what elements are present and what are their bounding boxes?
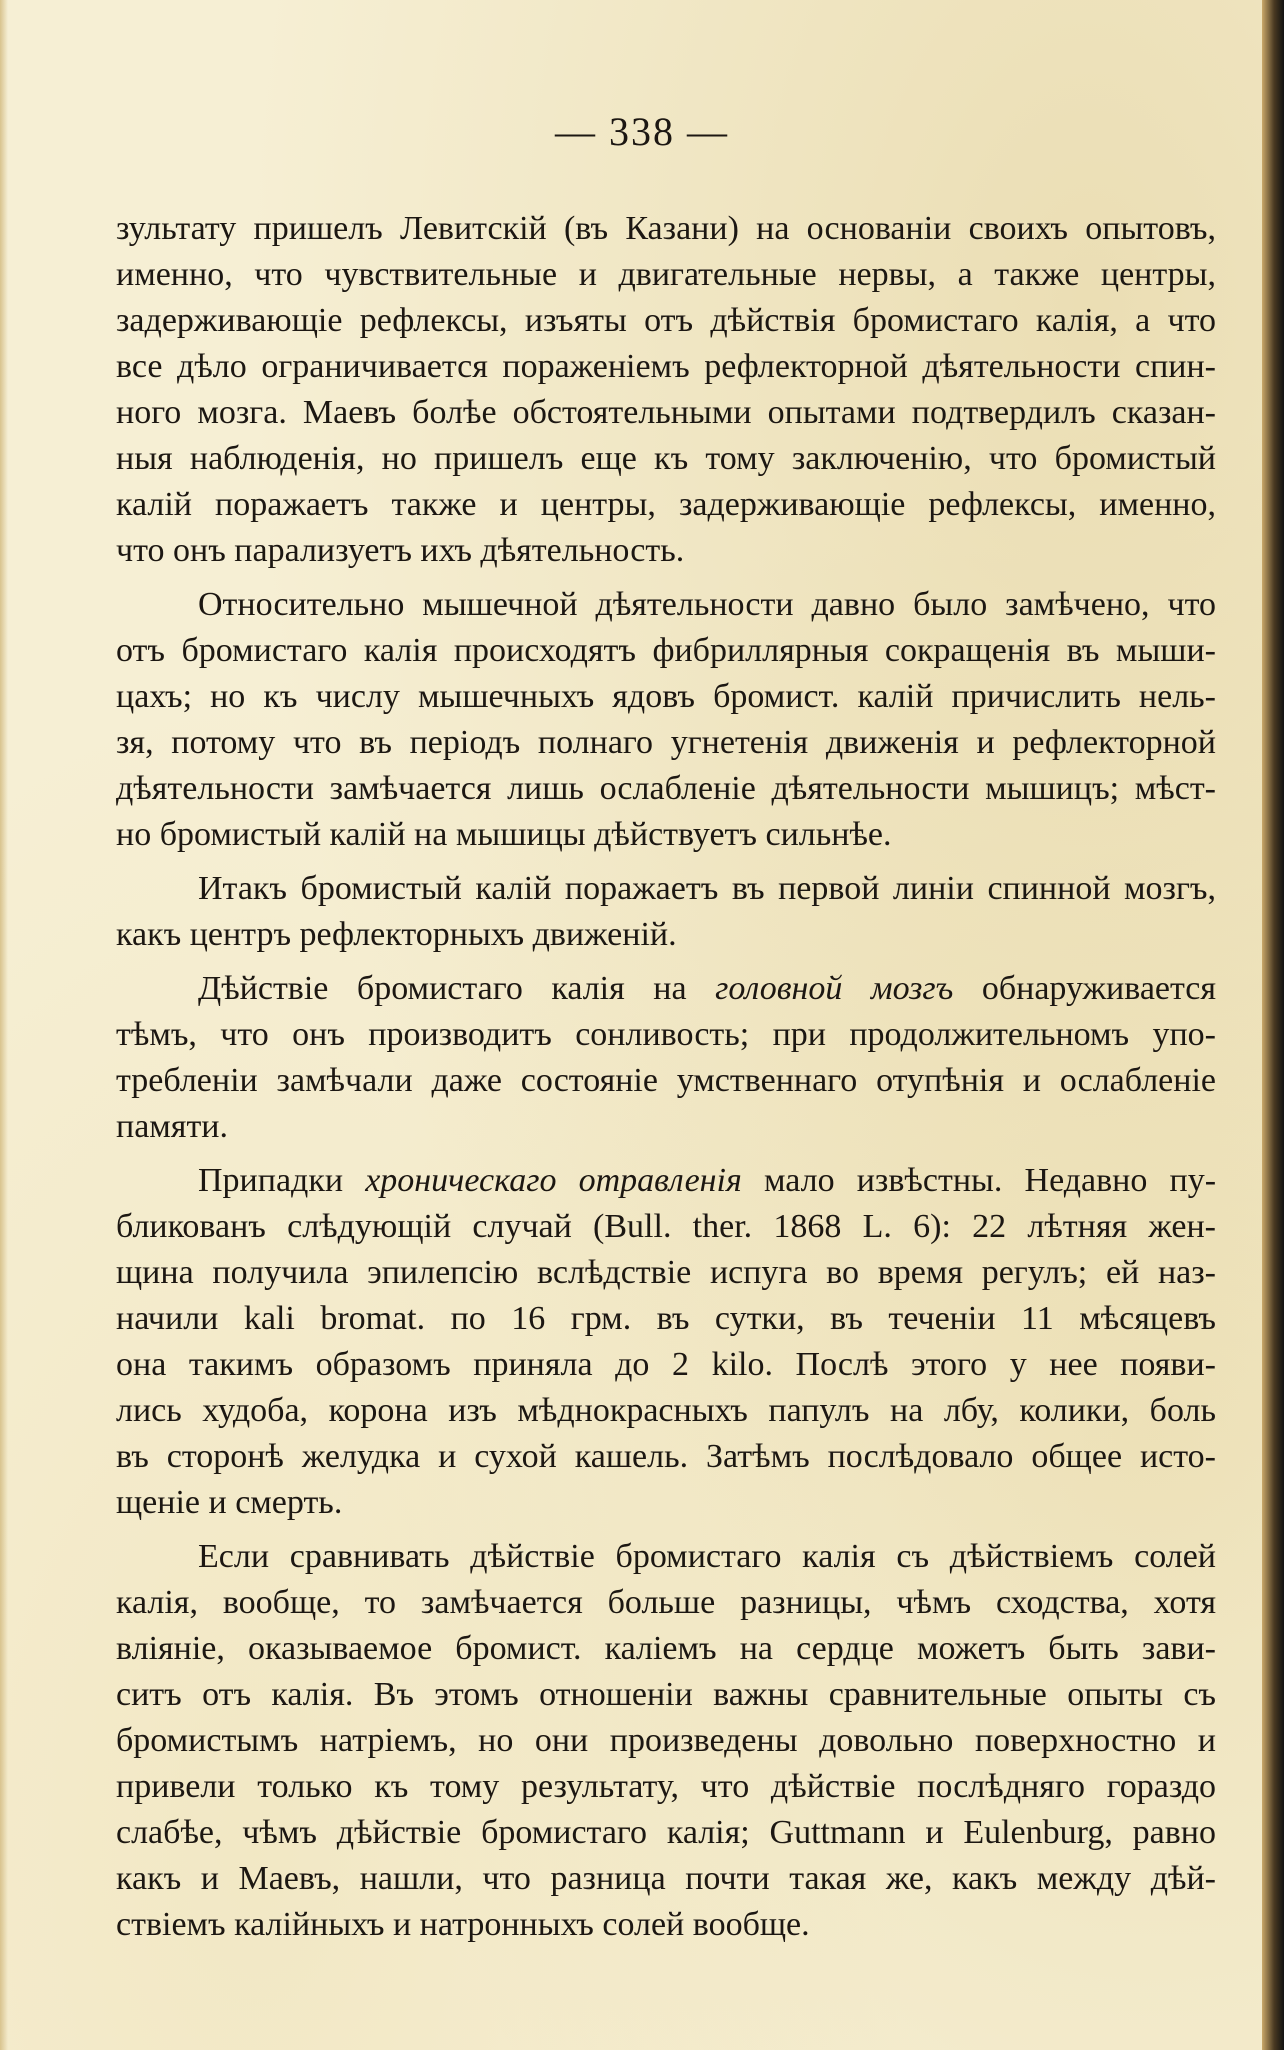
text-line: задерживающіе рефлексы, изъяты отъ дѣйствія бромистаго калія, а что bbox=[116, 302, 1216, 339]
text-line: вліяніе, оказываемое бромист. каліемъ на сердце можетъ быть зави- bbox=[116, 1630, 1216, 1667]
text-line: но бромистый калій на мышицы дѣйствуетъ сильнѣе. bbox=[116, 816, 892, 853]
emphasis-text: головной мозгъ bbox=[715, 970, 954, 1007]
text-segment: Припадки bbox=[198, 1162, 344, 1199]
text-line: бликованъ слѣдующій случай (Bull. ther. 1868 L. 6): 22 лѣтняя жен- bbox=[116, 1208, 1216, 1245]
paragraph-2 bbox=[116, 582, 1216, 858]
text-line: что онъ парализуетъ ихъ дѣятельность. bbox=[116, 532, 685, 569]
text-line: памяти. bbox=[116, 1108, 228, 1145]
paragraph-4 bbox=[116, 966, 1216, 1150]
page-binding-edge bbox=[1262, 0, 1284, 2050]
text-line: она такимъ образомъ приняла до 2 kilo. Послѣ этого у нее появи- bbox=[116, 1346, 1216, 1383]
text-line: привели только къ тому результату, что дѣйствіе послѣдняго гораздо bbox=[116, 1768, 1216, 1805]
text-body bbox=[116, 206, 1216, 1948]
text-line: калія, вообще, то замѣчается больше разницы, чѣмъ сходства, хотя bbox=[116, 1584, 1216, 1621]
page-left-edge bbox=[0, 0, 8, 2050]
text-line: какъ центръ рефлекторныхъ движеній. bbox=[116, 916, 677, 953]
text-line: цахъ; но къ числу мышечныхъ ядовъ бромист. калій причислить нель- bbox=[116, 678, 1216, 715]
text-segment: мало извѣстны. Недавно пу- bbox=[763, 1162, 1216, 1199]
text-line: слабѣе, чѣмъ дѣйствіе бромистаго калія; Guttmann и Eulenburg, равно bbox=[116, 1814, 1216, 1851]
paragraph-6 bbox=[116, 1534, 1216, 1948]
text-line: требленіи замѣчали даже состояніе умственнаго отупѣнія и ослабленіе bbox=[116, 1062, 1216, 1099]
text-line-with-emphasis bbox=[116, 966, 1216, 1012]
text-line: въ сторонѣ желудка и сухой кашель. Затѣмъ послѣдовало общее исто- bbox=[116, 1438, 1216, 1475]
text-line: все дѣло ограничивается пораженіемъ рефлекторной дѣятельности спин- bbox=[116, 348, 1216, 385]
text-line-with-emphasis bbox=[116, 1158, 1216, 1204]
text-line: ного мозга. Маевъ болѣе обстоятельными опытами подтвердилъ сказан- bbox=[116, 394, 1216, 431]
text-line: бромистымъ натріемъ, но они произведены довольно поверхностно и bbox=[116, 1722, 1216, 1759]
paragraph-1 bbox=[116, 206, 1216, 574]
text-line: ствіемъ калійныхъ и натронныхъ солей вообще. bbox=[116, 1906, 810, 1943]
text-line: лись худоба, корона изъ мѣднокрасныхъ папулъ на лбу, колики, боль bbox=[116, 1392, 1216, 1429]
text-segment: Дѣйствіе бромистаго калія на bbox=[198, 970, 687, 1007]
text-line: именно, что чувствительные и двигательные нервы, а также центры, bbox=[116, 256, 1216, 293]
paragraph-5 bbox=[116, 1158, 1216, 1526]
text-line: щина получила эпилепсію вслѣдствіе испуга во время регулъ; ей наз- bbox=[116, 1254, 1216, 1291]
text-line: Если сравнивать дѣйствіе бромистаго калія съ дѣйствіемъ солей bbox=[198, 1538, 1216, 1575]
text-line: щеніе и смерть. bbox=[116, 1484, 343, 1521]
text-line: дѣятельности замѣчается лишь ослабленіе дѣятельности мышицъ; мѣст- bbox=[116, 770, 1216, 807]
text-line: начили kali bromat. по 16 грм. въ сутки, въ теченіи 11 мѣсяцевъ bbox=[116, 1300, 1216, 1337]
text-line: Относительно мышечной дѣятельности давно было замѣчено, что bbox=[198, 586, 1216, 623]
text-line: тѣмъ, что онъ производитъ сонливость; при продолжительномъ упо- bbox=[116, 1016, 1216, 1053]
text-line: зя, потому что въ періодъ полнаго угнетенія движенія и рефлекторной bbox=[116, 724, 1216, 761]
text-line: какъ и Маевъ, нашли, что разница почти такая же, какъ между дѣй- bbox=[116, 1860, 1216, 1897]
text-line: калій поражаетъ также и центры, задерживающіе рефлексы, именно, bbox=[116, 486, 1216, 523]
text-segment: обнаруживается bbox=[981, 970, 1216, 1007]
text-line: зультату пришелъ Левитскій (въ Казани) на основаніи своихъ опытовъ, bbox=[116, 210, 1216, 247]
text-line: ситъ отъ калія. Въ этомъ отношеніи важны сравнительные опыты съ bbox=[116, 1676, 1216, 1713]
text-line: ныя наблюденія, но пришелъ еще къ тому заключенію, что бромистый bbox=[116, 440, 1216, 477]
emphasis-text: хроническаго отравленія bbox=[365, 1162, 742, 1199]
paragraph-3 bbox=[116, 866, 1216, 958]
text-line: отъ бромистаго калія происходятъ фибриллярныя сокращенія въ мыши- bbox=[116, 632, 1216, 669]
page-number: — 338 — bbox=[555, 109, 729, 154]
text-line: Итакъ бромистый калій поражаетъ въ первой линіи спинной мозгъ, bbox=[198, 870, 1216, 907]
